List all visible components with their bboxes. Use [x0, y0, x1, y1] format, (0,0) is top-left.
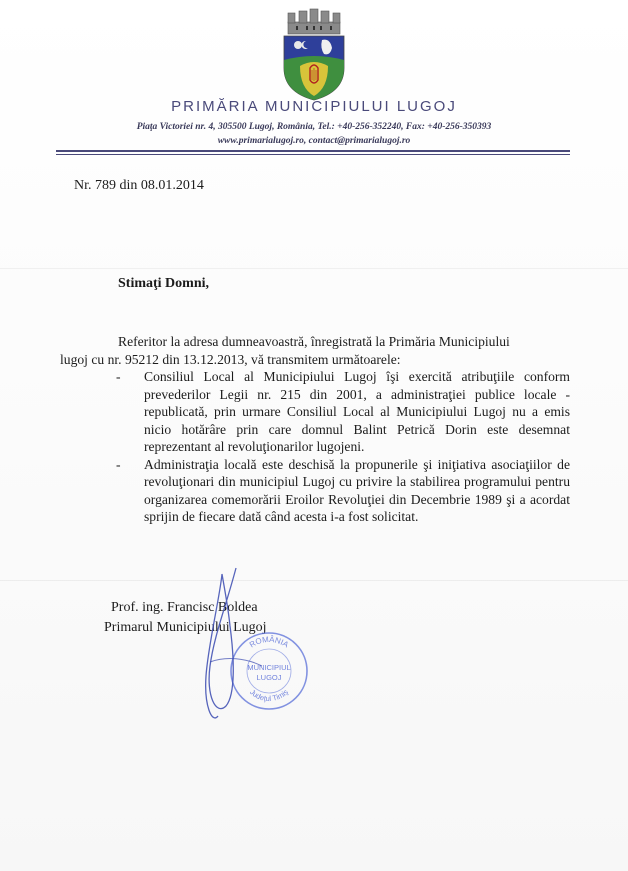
- coat-of-arms-icon: [276, 8, 352, 102]
- intro-line-1: Referitor la adresa dumneavoastră, înregistrată la Primăria Municipiului: [118, 334, 510, 349]
- handwritten-signature-icon: [196, 566, 266, 726]
- paper-fold: [0, 268, 628, 269]
- signatory-name: Prof. ing. Francisc Boldea: [111, 600, 258, 615]
- stamp-center-text: LUGOJ: [256, 673, 282, 682]
- institution-title: PRIMĂRIA MUNICIPIULUI LUGOJ: [171, 98, 457, 115]
- salutation: Stimaţi Domni,: [118, 276, 209, 291]
- list-item: [118, 368, 570, 456]
- signatory-role: Primarul Municipiului Lugoj: [104, 620, 267, 635]
- registration-number: Nr. 789 din 08.01.2014: [74, 178, 204, 193]
- header-rule: [56, 154, 570, 155]
- stamp-bottom-text: Judeţul Timiş: [247, 687, 291, 704]
- list-marker: -: [116, 456, 121, 472]
- intro-line-2: lugoj cu nr. 95212 din 13.12.2013, vă transmitem următoarele:: [60, 351, 401, 367]
- letter-body: [60, 333, 570, 526]
- stamp-top-text: ROMÂNIA: [247, 634, 291, 650]
- header-web-contact: www.primarialugoj.ro, contact@primarialugoj.ro: [217, 136, 411, 146]
- stamp-middle-text: MUNICIPIUL: [247, 663, 291, 672]
- list-marker: -: [116, 369, 121, 384]
- list-item: [118, 456, 570, 526]
- header-address: Piaţa Victoriei nr. 4, 305500 Lugoj, România, Tel.: +40-256-352240, Fax: +40-256-350393: [136, 122, 492, 132]
- statement-list: [118, 368, 570, 526]
- paper-fold: [0, 580, 628, 581]
- list-item-text: Administraţia locală este deschisă la propunerile şi iniţiativa asociaţiilor de revoluţionari din municipiul Lugoj cu privire la stabilirea programului pentru organizarea comemorării Eroilor Revoluţiei din Decembrie 1989 şi a acordat sprijin de fiecare dată când acesta i-a fost solicitat.: [144, 456, 570, 524]
- list-item-text: Consiliul Local al Municipiului Lugoj îşi exercită atribuţiile conform prevederilor Legii nr. 215 din 2001, a administraţiei publice locale - republicată, prin urmare Consiliul Local al Municipiului Lugoj nu a emis nicio hotărâre prin care domnul Balint Petrică Dorin este desemnat reprezentant al revoluţionarilor lugojeni.: [144, 369, 570, 454]
- header-rule: [56, 150, 570, 152]
